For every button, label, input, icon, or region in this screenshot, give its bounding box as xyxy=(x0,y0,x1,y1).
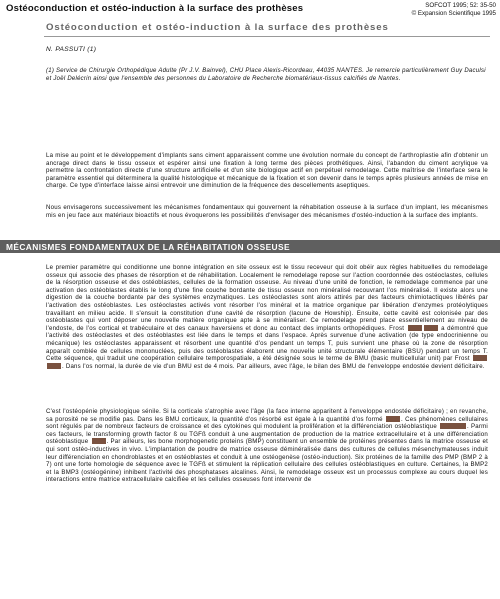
section-heading: MÉCANISMES FONDAMENTAUX DE LA RÉHABITATION OSSEUSE xyxy=(6,242,290,252)
citation-link[interactable] xyxy=(47,363,61,369)
body-text: a démontré que l'activité des ostéoclastes et des ostéoblastes est liée dans le temps et dans l'espace. Après survenue d'une activation (de type endocrinienne ou mécanique) les ostéoclastes apparaissent et résorbent une quantité d'os pendant un temps T, puis survient une phase où la zone de résorption apparaît comblée de cellules mononuclées, puis des ostéoblastes élaborent une nouvelle unité structurale élémentaire (BSU) pendant un temps T. Cette séquence, qui traduit une coopération cellulaire temporospatiale, a été désignée sous le terme de BMU (basic multicellular unit) par Frost xyxy=(46,324,488,363)
journal-reference xyxy=(412,2,496,17)
running-header-title: Ostéoconduction et ostéo-induction à la surface des prothèses xyxy=(6,3,304,14)
article-title: Ostéoconduction et ostéo-induction à la surface des prothèses xyxy=(46,22,389,33)
running-header xyxy=(0,0,500,20)
title-divider xyxy=(44,36,490,37)
journal-citation: SOFCOT 1995; 52: 35-50 xyxy=(425,2,496,9)
body-paragraph-1 xyxy=(46,264,488,370)
body-text: . Par ailleurs, les bone morphogenetic proteins (BMP) constituent un ensemble de protéines présentes dans la matrice osseuse et qui sont ostéo-inductives in vivo. L'implantation de poudre de matrice osseuse déminéralisée dans des cultures de cellules mésenchymateuses induit leur différenciation en chondroblastes et en ostéoblastes et conduit à une ostéogenèse (ostéo-induction). Six protéines de la famille des PMP (BMP 2 à 7) ont une forte homologie de séquence avec le TGFß et stimulent la réplication cellulaire des cellules ostéoblastiques en culture. Certaines, la BMP2 et la BMP3 (ostéogénine) inhibent l'activité des phosphatases alcalines. Ainsi, le remodelage osseux est un processus complexe au cours duquel les interactions entre matrice extracellulaire calcifiée et les cellules osseuses font intervenir de xyxy=(46,438,488,484)
citation-link[interactable] xyxy=(473,355,487,361)
body-paragraph-2 xyxy=(46,408,488,484)
copyright-line: © Expansion Scientifique 1995 xyxy=(411,9,496,17)
body-text: Le premier paramètre qui conditionne une bonne intégration en site osseux est le tissu receveur qui doit obéir aux règles habituelles du remodelage osseux qui associe des phases de résorption et de réhabilitation. Localement le remodelage repose sur l'action coordonnée des ostéoclastes, cellules de la résorption osseuse et des ostéoblastes, cellules de la formation osseuse. Au niveau d'une unité de fonction, le remodelage commence par une activation des ostéoblastes établis le long d'une fine couche bordante de tissu osseux non minéralisé recouvrant l'os minéralisé. Il existe alors une digestion de la couche bordante par des systèmes enzymatiques. Les ostéoclastes sont alors attirés par des facteurs chimiotactiques libérés par l'activation des ostéoblastes. Les ostéoclastes activés vont résorber l'os minéral et la matrice organique par libération d'enzymes protéolytiques travaillant en milieu acide. Il s'ensuit la constitution d'une cavité de résorption (lacune de Howship). Ensuite, cette cavité est colonisée par des ostéoblastes qui vont déposer une nouvelle matière organique apte à se minéraliser. Ce remodelage prend place essentiellement au niveau de l'endoste, de l'os cortical et trabéculaire et des canaux haversiens et donc au contact des implants orthopédiques. Frost xyxy=(46,264,488,332)
body-text: . Parmi ces facteurs, le transforming growth factor ß ou TGFß conduit à une augmentation de production de la matrice extracellulaire et à une différenciation ostéoblastique xyxy=(46,423,488,446)
affiliation-note: (1) Service de Chirurgie Orthopédique Adulte (Pr J.V. Bainvel), CHU Place Alexis-Ricordeau, 44035 NANTES. Je remercie particulièrement Guy Daculsi et Joël Delécrin ainsi que l'ensemble des personnes du Laboratoire de Recherche biomatériaux-tissus calcifiés de Nantes. xyxy=(46,68,486,82)
author-line: N. PASSUTI (1) xyxy=(46,46,97,53)
citation-link[interactable] xyxy=(440,423,466,429)
body-text: . Ces phénomènes cellulaires sont régulés par de nombreux facteurs de croissance et des cytokines qui modulent la prolifération et la différenciation ostéoblastique xyxy=(46,415,488,431)
intro-paragraph-2: Nous envisagerons successivement les mécanismes fondamentaux qui gouvernent la réhabitation osseuse à la surface d'un implant, les mécanismes mis en jeu face aux matériaux bioactifs et nous évoquerons les possibilités d'envisager des mécanismes d'ostéo-induction à la surface des implants. xyxy=(46,204,488,219)
section-heading-bar xyxy=(0,240,500,253)
citation-link[interactable] xyxy=(408,325,422,331)
intro-paragraph-1: La mise au point et le développement d'implants sans ciment apparaissent comme une évolution normale du concept de l'arthroplastie afin d'obtenir un ancrage direct dans le tissu osseux et espérer ainsi une fixation à long terme des pièces prothétiques. Ainsi, l'abandon du ciment acrylique va permettre la confrontation directe d'une structure artificielle et d'un site biologique actif en perpétuel remodelage. Cette maîtrise de l'interface sera le paramètre essentiel qui déterminera la qualité histologique et mécanique de la fixation et son devenir dans le temps après plusieurs années de mise en charge. Ce type d'interface laisse ainsi entrevoir une diminution de la fréquence des descellements aseptiques. xyxy=(46,152,488,190)
citation-link[interactable] xyxy=(92,438,106,444)
citation-link[interactable] xyxy=(424,325,438,331)
citation-link[interactable] xyxy=(386,416,400,422)
body-text: . Dans l'os normal, la durée de vie d'un BMU est de 4 mois. Par ailleurs, avec l'âge, le bilan des BMU de l'enveloppe endostée devient déficitaire. xyxy=(62,362,485,370)
body-text: C'est l'ostéopénie physiologique sénile. Si la corticale s'atrophie avec l'âge (la face interne apparitent à l'enveloppe endostée déficitaire) ; en revanche, sa porosité ne se modifie pas. Dans les BMU corticaux, la quantité d'os résorbé est égale à la quantité d'os formé xyxy=(46,408,488,423)
